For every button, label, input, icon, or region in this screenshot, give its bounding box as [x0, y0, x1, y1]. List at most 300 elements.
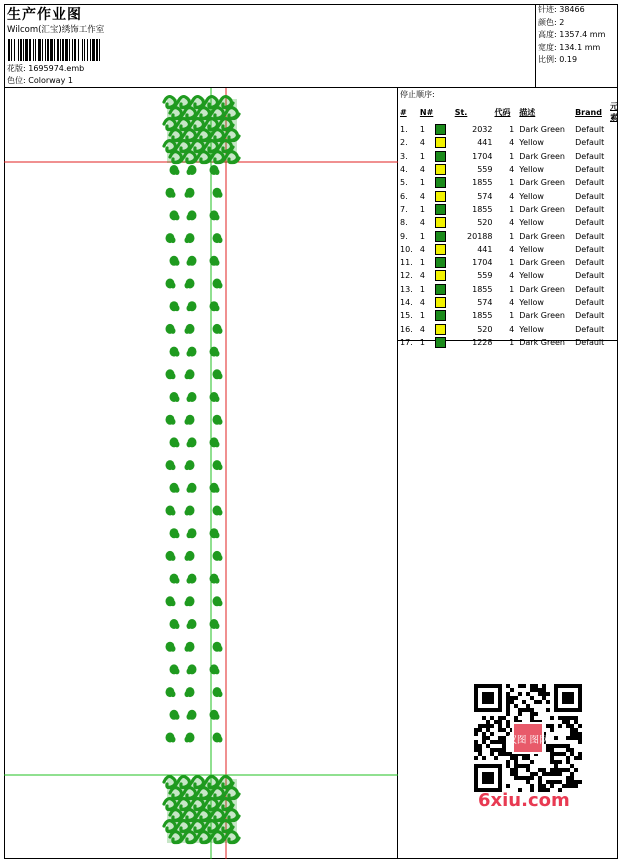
qr-module	[486, 744, 490, 748]
row-swatch	[435, 283, 455, 296]
row-swatch	[435, 309, 455, 322]
leaf-lobe	[171, 192, 176, 198]
leaf-motif	[213, 188, 223, 198]
stitch-count-label: 针迹:	[538, 5, 557, 14]
qr-module	[542, 692, 546, 696]
qr-module	[506, 724, 510, 728]
leaf-motif	[185, 279, 195, 289]
row-needle: 1	[419, 125, 425, 135]
qr-module	[530, 696, 534, 700]
qr-module	[574, 780, 578, 784]
row-code: 4	[509, 165, 515, 175]
row-code: 1	[509, 231, 515, 241]
row-swatch	[435, 136, 455, 149]
leaf-motif	[185, 596, 195, 606]
row-index: 3.	[400, 151, 408, 161]
qr-module	[562, 720, 566, 724]
row-brand: Default	[575, 337, 605, 347]
row-description: Yellow	[519, 271, 544, 281]
qr-module	[478, 752, 482, 756]
qr-module	[542, 784, 546, 788]
leaf-motif	[187, 528, 197, 538]
qr-module	[478, 724, 482, 728]
qr-module	[502, 748, 506, 752]
qr-module	[578, 752, 582, 756]
qr-module	[566, 780, 570, 784]
leaf-lobe	[175, 441, 180, 447]
leaf-lobe	[185, 737, 190, 743]
leaf-motif	[185, 506, 195, 516]
qr-module	[570, 764, 574, 768]
qr-module	[550, 728, 554, 732]
qr-module	[506, 700, 510, 704]
leaf-lobe	[218, 510, 223, 516]
qr-module	[550, 768, 554, 772]
width-label: 宽度:	[538, 42, 557, 52]
row-swatch	[435, 189, 455, 202]
qr-code	[470, 680, 586, 796]
row-description: Dark Green	[519, 258, 566, 268]
row-needle: 1	[419, 337, 425, 347]
leaf-lobe	[171, 464, 176, 470]
row-description: Yellow	[519, 218, 544, 228]
barcode-bar	[33, 39, 34, 61]
row-brand: Default	[575, 258, 605, 268]
row-swatch	[435, 296, 455, 309]
colorway-label: 色位:	[7, 76, 26, 85]
leaf-lobe	[175, 214, 180, 220]
row-index: 15.	[400, 311, 413, 321]
leaf-motif	[166, 551, 176, 561]
qr-module	[566, 756, 570, 760]
qr-module	[538, 688, 542, 692]
qr-module	[562, 768, 566, 772]
motif-fill	[167, 99, 237, 163]
row-brand: Default	[575, 324, 605, 334]
color-count-row	[536, 17, 618, 30]
leaf-lobe	[175, 532, 180, 538]
qr-module	[574, 728, 578, 732]
barcode-bar	[45, 39, 46, 61]
row-index: 7.	[400, 204, 408, 214]
row-description: Dark Green	[519, 311, 566, 321]
qr-module	[494, 740, 498, 744]
qr-module	[574, 756, 578, 760]
row-index: 2.	[400, 138, 408, 148]
leaf-motif	[213, 279, 223, 289]
height-value: 1357.4 mm	[559, 30, 606, 39]
row-swatch	[435, 150, 455, 163]
row-element	[610, 123, 618, 136]
row-index: 6.	[400, 191, 408, 201]
qr-module	[550, 752, 554, 756]
qr-module	[474, 756, 478, 760]
qr-module	[522, 700, 526, 704]
leaf-motif	[170, 483, 180, 493]
qr-finder-core	[482, 772, 494, 784]
qr-module	[506, 692, 510, 696]
row-code: 4	[509, 271, 515, 281]
qr-module	[518, 692, 522, 696]
leaf-motif	[166, 233, 176, 243]
qr-module	[574, 716, 578, 720]
leaf-motif	[210, 483, 220, 493]
row-index: 10.	[400, 244, 413, 254]
qr-module	[514, 764, 518, 768]
qr-module	[514, 768, 518, 772]
leaf-lobe	[187, 623, 192, 629]
stitch-count-value: 38466	[559, 5, 585, 14]
row-needle: 4	[419, 271, 425, 281]
table-row	[398, 336, 618, 349]
design-file-value: 1695974.emb	[28, 64, 85, 73]
qr-module	[506, 712, 510, 716]
qr-module	[478, 744, 482, 748]
row-needle: 1	[419, 151, 425, 161]
leaf-lobe	[215, 351, 220, 357]
row-index: 12.	[400, 271, 413, 281]
row-description: Dark Green	[519, 151, 566, 161]
leaf-lobe	[187, 260, 192, 266]
row-element	[610, 216, 618, 229]
table-row	[398, 243, 618, 256]
color-swatch	[435, 337, 446, 348]
leaf-lobe	[171, 237, 176, 243]
leaf-lobe	[185, 510, 190, 516]
leaf-lobe	[218, 373, 223, 379]
qr-module	[502, 716, 506, 720]
leaf-motif	[166, 596, 176, 606]
row-swatch	[435, 243, 455, 256]
color-swatch	[435, 124, 446, 135]
row-element	[610, 296, 618, 309]
qr-module	[510, 756, 514, 760]
qr-module	[474, 732, 478, 736]
leaf-motif	[170, 210, 180, 220]
row-brand: Default	[575, 125, 605, 135]
barcode-bar	[82, 39, 83, 61]
qr-module	[522, 756, 526, 760]
leaf-lobe	[171, 373, 176, 379]
leaf-lobe	[218, 737, 223, 743]
qr-module	[538, 780, 542, 784]
row-element	[610, 243, 618, 256]
qr-module	[554, 780, 558, 784]
leaf-motif	[187, 710, 197, 720]
qr-module	[506, 760, 510, 764]
qr-module	[530, 712, 534, 716]
leaf-lobe	[218, 283, 223, 289]
qr-module	[494, 748, 498, 752]
barcode-bar	[47, 39, 49, 61]
barcode-bar	[14, 39, 15, 61]
qr-module	[550, 716, 554, 720]
leaf-motif	[166, 687, 176, 697]
barcode-bar	[69, 39, 70, 61]
embroidery-design-preview	[4, 88, 398, 859]
qr-module	[506, 696, 510, 700]
row-index: 9.	[400, 231, 408, 241]
qr-module	[506, 752, 510, 756]
stop-sequence-title: 停止顺序:	[400, 90, 435, 99]
qr-module	[506, 684, 510, 688]
qr-module	[494, 756, 498, 760]
qr-module	[490, 716, 494, 720]
leaf-motif	[213, 642, 223, 652]
leaf-motif	[185, 415, 195, 425]
row-index: 11.	[400, 258, 413, 268]
qr-module	[554, 772, 558, 776]
qr-module	[542, 696, 546, 700]
qr-module	[474, 748, 478, 752]
qr-module	[498, 736, 502, 740]
leaf-lobe	[187, 668, 192, 674]
qr-module	[554, 768, 558, 772]
row-description: Yellow	[519, 298, 544, 307]
qr-module	[578, 780, 582, 784]
leaf-lobe	[218, 646, 223, 652]
leaf-motif	[187, 392, 197, 402]
row-needle: 4	[419, 165, 425, 175]
scale-value: 0.19	[559, 55, 578, 64]
page-title: 生产作业图	[7, 7, 82, 23]
leaf-motif	[187, 437, 197, 447]
qr-module	[490, 752, 494, 756]
row-description: Yellow	[519, 138, 544, 148]
qr-module	[566, 748, 570, 752]
width-value: 134.1 mm	[559, 42, 601, 52]
leaf-lobe	[171, 328, 176, 334]
qr-module	[498, 720, 502, 724]
row-swatch	[435, 322, 455, 335]
watermark-logo: 6xiu.com	[478, 790, 570, 811]
qr-module	[546, 748, 550, 752]
row-needle: 1	[419, 284, 425, 294]
qr-module	[522, 764, 526, 768]
leaf-lobe	[175, 351, 180, 357]
qr-module	[554, 744, 558, 748]
row-stitches: 1704	[472, 258, 493, 268]
row-brand: Default	[575, 178, 605, 188]
leaf-lobe	[185, 646, 190, 652]
leaf-motif	[185, 733, 195, 743]
row-swatch	[435, 336, 455, 349]
leaf-lobe	[218, 555, 223, 561]
leaf-motif	[166, 460, 176, 470]
row-index: 5.	[400, 178, 408, 188]
barcode-bar	[25, 39, 28, 61]
leaf-lobe	[218, 192, 223, 198]
leaf-motif	[170, 437, 180, 447]
top-motif-block	[164, 97, 239, 163]
qr-module	[538, 692, 542, 696]
row-element	[610, 136, 618, 149]
qr-module	[490, 740, 494, 744]
row-code: 1	[509, 178, 515, 188]
color-swatch	[435, 217, 446, 228]
qr-module	[578, 736, 582, 740]
barcode-bar	[29, 39, 31, 61]
qr-module	[570, 732, 574, 736]
leaf-lobe	[175, 487, 180, 493]
qr-module	[570, 736, 574, 740]
row-stitches: 574	[477, 191, 493, 201]
qr-module	[522, 776, 526, 780]
qr-finder-core	[562, 692, 574, 704]
row-needle: 1	[419, 311, 425, 321]
qr-module	[566, 776, 570, 780]
table-row	[398, 176, 618, 189]
qr-module	[578, 724, 582, 728]
qr-module	[490, 732, 494, 736]
row-code: 4	[509, 324, 515, 334]
leaf-motif	[170, 664, 180, 674]
qr-module	[530, 708, 534, 712]
row-needle: 4	[419, 298, 425, 307]
leaf-motif	[185, 324, 195, 334]
leaf-lobe	[185, 464, 190, 470]
leaf-lobe	[218, 237, 223, 243]
qr-module	[530, 716, 534, 720]
scale-row	[536, 54, 618, 67]
qr-module	[554, 764, 558, 768]
barcode-bar	[99, 39, 100, 61]
qr-module	[514, 760, 518, 764]
table-row	[398, 123, 618, 136]
leaf-lobe	[187, 714, 192, 720]
barcode-bar	[54, 39, 55, 61]
qr-module	[534, 772, 538, 776]
qr-module	[562, 784, 566, 788]
row-code: 4	[509, 191, 515, 201]
leaf-lobe	[185, 237, 190, 243]
leaf-motif	[187, 574, 197, 584]
qr-module	[506, 784, 510, 788]
col-code-header: 代码	[494, 107, 511, 117]
leaf-motif	[210, 437, 220, 447]
qr-module	[574, 720, 578, 724]
qr-module	[514, 772, 518, 776]
row-needle: 1	[419, 204, 425, 214]
leaf-motif	[213, 460, 223, 470]
qr-module	[510, 700, 514, 704]
leaf-lobe	[185, 328, 190, 334]
leaf-lobe	[185, 283, 190, 289]
row-description: Dark Green	[519, 178, 566, 188]
leaf-motif	[185, 188, 195, 198]
qr-module	[542, 768, 546, 772]
color-swatch	[435, 324, 446, 335]
row-description: Yellow	[519, 244, 544, 254]
qr-module	[530, 776, 534, 780]
row-element	[610, 269, 618, 282]
row-stitches: 1855	[472, 284, 493, 294]
row-stitches: 441	[477, 244, 493, 254]
barcode-bar	[50, 39, 53, 61]
qr-module	[546, 780, 550, 784]
stop-sequence-panel	[398, 88, 618, 347]
qr-module	[494, 720, 498, 724]
qr-module	[558, 724, 562, 728]
leaf-lobe	[215, 668, 220, 674]
barcode-bar	[72, 39, 73, 61]
leaf-lobe	[215, 623, 220, 629]
leaf-lobe	[175, 169, 180, 175]
qr-module	[570, 784, 574, 788]
barcode-bar	[90, 39, 91, 61]
qr-module	[574, 784, 578, 788]
qr-module	[558, 772, 562, 776]
color-swatch	[435, 177, 446, 188]
qr-module	[482, 724, 486, 728]
qr-module	[570, 780, 574, 784]
qr-module	[550, 780, 554, 784]
row-element	[610, 336, 618, 349]
table-header-row	[398, 101, 618, 123]
leaf-motif	[170, 574, 180, 584]
leaf-motif	[213, 733, 223, 743]
row-stitches: 1704	[472, 151, 493, 161]
qr-module	[558, 752, 562, 756]
row-stitches: 520	[477, 324, 493, 334]
qr-module	[498, 724, 502, 728]
qr-module	[550, 784, 554, 788]
leaf-lobe	[185, 419, 190, 425]
qr-module	[542, 772, 546, 776]
row-brand: Default	[575, 151, 605, 161]
leaf-motif	[166, 506, 176, 516]
row-brand: Default	[575, 231, 605, 241]
row-description: Dark Green	[519, 337, 566, 347]
leaf-motif	[166, 369, 176, 379]
barcode-bar	[84, 39, 85, 61]
qr-module	[566, 716, 570, 720]
row-code: 1	[509, 337, 515, 347]
leaf-lobe	[215, 487, 220, 493]
leaf-motif	[213, 551, 223, 561]
leaf-lobe	[215, 714, 220, 720]
scale-label: 比例:	[538, 55, 557, 64]
leaf-lobe	[171, 646, 176, 652]
qr-module	[526, 756, 530, 760]
leaf-motif	[170, 392, 180, 402]
leaf-motif	[210, 710, 220, 720]
qr-module	[566, 736, 570, 740]
leaf-motif	[185, 460, 195, 470]
design-info-box	[536, 4, 618, 88]
table-row	[398, 150, 618, 163]
qr-module	[482, 736, 486, 740]
leaf-lobe	[175, 260, 180, 266]
qr-module	[538, 776, 542, 780]
barcode-bar	[96, 39, 98, 61]
motif-fill	[167, 779, 237, 843]
row-code: 4	[509, 298, 515, 307]
qr-module	[510, 688, 514, 692]
qr-module	[550, 760, 554, 764]
colorway-row	[7, 75, 73, 86]
leaf-lobe	[185, 600, 190, 606]
row-brand: Default	[575, 138, 605, 148]
color-swatch	[435, 297, 446, 308]
leaf-lobe	[171, 737, 176, 743]
leaf-motif	[187, 664, 197, 674]
color-count-label: 颜色:	[538, 17, 557, 27]
row-stitches: 559	[477, 165, 493, 175]
qr-module	[502, 736, 506, 740]
row-code: 1	[509, 151, 515, 161]
qr-module	[482, 732, 486, 736]
